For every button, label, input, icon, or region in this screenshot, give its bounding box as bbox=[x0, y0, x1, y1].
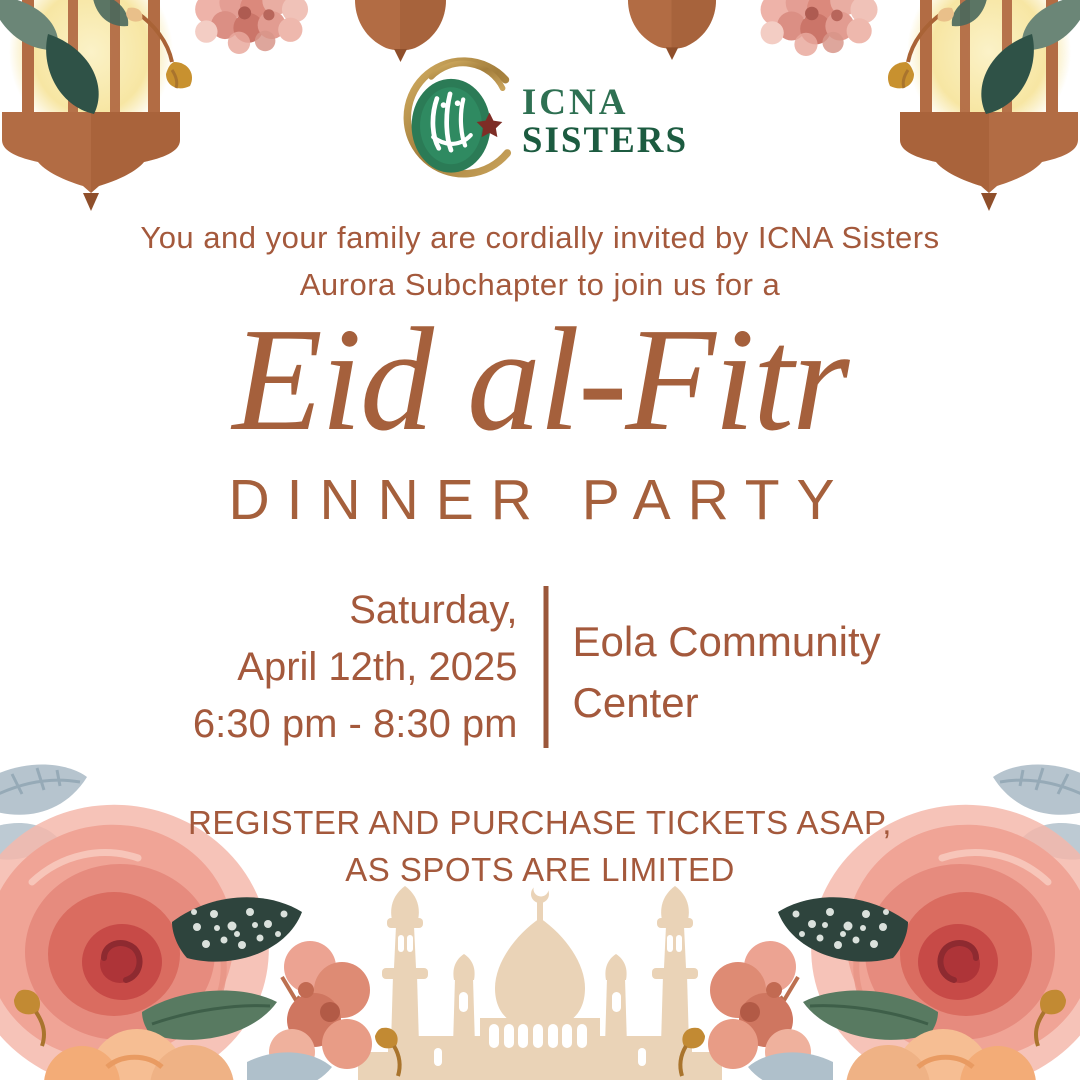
logo-line-sisters: SISTERS bbox=[521, 120, 689, 161]
date-block bbox=[178, 582, 518, 753]
cta-line-2: AS SPOTS ARE LIMITED bbox=[345, 851, 735, 888]
event-title-script: Eid al-Fitr bbox=[232, 298, 848, 462]
hanging-lantern-tip-icon bbox=[343, 0, 458, 62]
venue-block bbox=[573, 582, 903, 753]
icna-emblem-icon bbox=[392, 56, 514, 188]
intro-line-2: Aurora Subchapter to join us for a bbox=[299, 267, 781, 302]
cta-line-1: REGISTER AND PURCHASE TICKETS ASAP, bbox=[188, 804, 892, 841]
watercolor-lantern-icon bbox=[874, 0, 1080, 230]
venue-line-2: Center bbox=[572, 679, 699, 726]
event-subtitle: DINNER PARTY bbox=[228, 468, 852, 532]
logo-line-icna: ICNA bbox=[521, 82, 629, 124]
event-details bbox=[178, 582, 903, 753]
intro-line-1: You and your family are cordially invited by ICNA Sisters bbox=[140, 220, 940, 255]
hanging-lantern-tip-icon bbox=[616, 0, 728, 60]
pink-flower-cluster-icon bbox=[183, 0, 323, 58]
date-day: Saturday, bbox=[349, 588, 518, 632]
date-full: April 12th, 2025 bbox=[237, 645, 518, 689]
venue-line-1: Eola Community bbox=[572, 618, 881, 665]
vertical-divider bbox=[544, 586, 549, 748]
logo-wordmark bbox=[522, 84, 688, 159]
pink-flower-cluster-icon bbox=[748, 0, 893, 60]
register-cta bbox=[0, 799, 1080, 893]
date-time: 6:30 pm - 8:30 pm bbox=[192, 702, 518, 746]
watercolor-lantern-icon bbox=[0, 0, 206, 230]
icna-sisters-logo bbox=[392, 56, 688, 188]
mosque-silhouette-icon bbox=[330, 880, 750, 1080]
